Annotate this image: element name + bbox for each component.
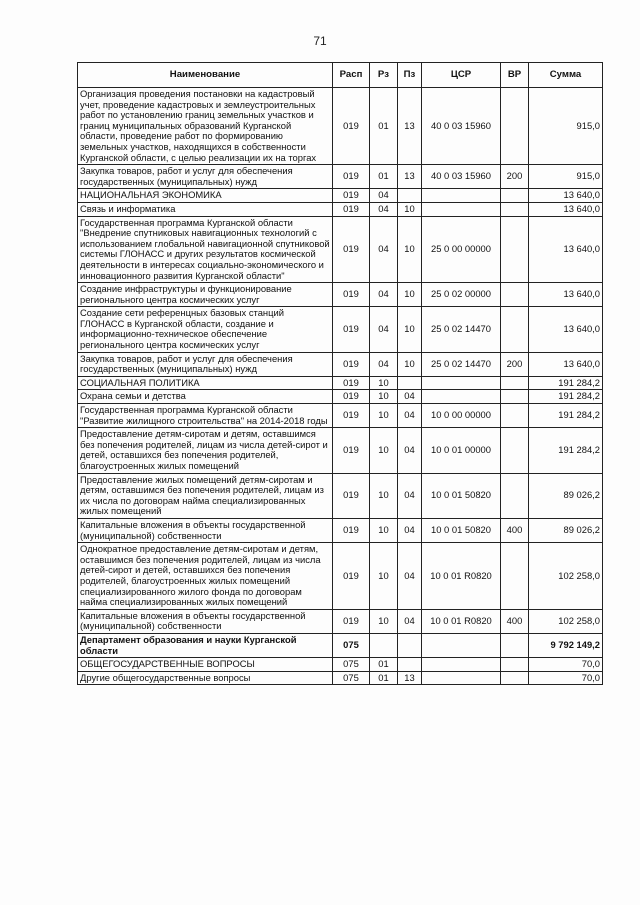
cell-sum: 915,0 xyxy=(529,165,603,189)
cell-rz: 10 xyxy=(370,543,398,610)
table-row xyxy=(78,189,603,203)
cell-pz xyxy=(398,189,422,203)
cell-csr: 25 0 02 00000 xyxy=(422,283,501,307)
cell-sum: 102 258,0 xyxy=(529,543,603,610)
cell-rz: 10 xyxy=(370,404,398,428)
cell-rasp: 019 xyxy=(333,404,370,428)
cell-vr: 200 xyxy=(501,165,529,189)
cell-csr xyxy=(422,633,501,657)
cell-pz xyxy=(398,658,422,672)
budget-table xyxy=(77,62,603,685)
cell-csr: 10 0 00 00000 xyxy=(422,404,501,428)
cell-rz: 04 xyxy=(370,216,398,283)
cell-csr: 40 0 03 15960 xyxy=(422,88,501,165)
cell-pz: 13 xyxy=(398,88,422,165)
cell-sum: 89 026,2 xyxy=(529,518,603,542)
cell-sum: 70,0 xyxy=(529,671,603,685)
table-row xyxy=(78,352,603,376)
cell-vr xyxy=(501,307,529,352)
cell-rz: 10 xyxy=(370,428,398,473)
cell-csr xyxy=(422,189,501,203)
cell-rasp: 019 xyxy=(333,352,370,376)
cell-sum: 191 284,2 xyxy=(529,404,603,428)
table-row xyxy=(78,283,603,307)
cell-rz: 10 xyxy=(370,518,398,542)
cell-name: СОЦИАЛЬНАЯ ПОЛИТИКА xyxy=(78,376,333,390)
cell-rasp: 019 xyxy=(333,376,370,390)
table-row xyxy=(78,473,603,518)
table-row xyxy=(78,633,603,657)
cell-rz: 04 xyxy=(370,202,398,216)
cell-name: НАЦИОНАЛЬНАЯ ЭКОНОМИКА xyxy=(78,189,333,203)
cell-vr xyxy=(501,543,529,610)
header-rz: Рз xyxy=(370,63,398,88)
cell-vr xyxy=(501,428,529,473)
header-csr: ЦСР xyxy=(422,63,501,88)
cell-rz: 01 xyxy=(370,88,398,165)
cell-name: Создание сети референцных базовых станций ГЛОНАСС в Курганской области, создание и информационно-техническое обеспечение регионального центра космических услуг xyxy=(78,307,333,352)
cell-sum: 13 640,0 xyxy=(529,307,603,352)
cell-sum: 191 284,2 xyxy=(529,376,603,390)
cell-rasp: 019 xyxy=(333,390,370,404)
cell-pz: 10 xyxy=(398,307,422,352)
header-sum: Сумма xyxy=(529,63,603,88)
table-body xyxy=(78,88,603,685)
cell-pz: 04 xyxy=(398,428,422,473)
cell-sum: 915,0 xyxy=(529,88,603,165)
header-name: Наименование xyxy=(78,63,333,88)
cell-pz: 04 xyxy=(398,609,422,633)
cell-vr xyxy=(501,189,529,203)
cell-rasp: 019 xyxy=(333,428,370,473)
cell-rasp: 019 xyxy=(333,216,370,283)
header-rasp: Расп xyxy=(333,63,370,88)
cell-rz xyxy=(370,633,398,657)
cell-pz xyxy=(398,633,422,657)
table-row xyxy=(78,165,603,189)
cell-csr xyxy=(422,202,501,216)
cell-rz: 04 xyxy=(370,283,398,307)
cell-name: Закупка товаров, работ и услуг для обеспечения государственных (муниципальных) нужд xyxy=(78,165,333,189)
cell-rasp: 019 xyxy=(333,543,370,610)
page-number: 71 xyxy=(313,34,327,48)
cell-csr xyxy=(422,671,501,685)
cell-rz: 01 xyxy=(370,671,398,685)
cell-rasp: 019 xyxy=(333,609,370,633)
table-row xyxy=(78,390,603,404)
cell-name: Охрана семьи и детства xyxy=(78,390,333,404)
cell-name: Предоставление жилых помещений детям-сиротам и детям, оставшимся без попечения родителей, лицам из их числа по договорам найма специализированных жилых помещений xyxy=(78,473,333,518)
cell-pz: 04 xyxy=(398,390,422,404)
cell-rasp: 019 xyxy=(333,189,370,203)
cell-rz: 01 xyxy=(370,658,398,672)
table-row xyxy=(78,658,603,672)
header-vr: ВР xyxy=(501,63,529,88)
table-row xyxy=(78,202,603,216)
cell-sum: 13 640,0 xyxy=(529,352,603,376)
cell-pz: 10 xyxy=(398,283,422,307)
cell-rz: 10 xyxy=(370,390,398,404)
cell-vr xyxy=(501,390,529,404)
cell-rasp: 075 xyxy=(333,671,370,685)
cell-vr xyxy=(501,202,529,216)
cell-name: Предоставление детям-сиротам и детям, оставшимся без попечения родителей, лицам из числа детей-сирот и детей, оставшихся без попечения родителей, благоустроенных жилых помещений xyxy=(78,428,333,473)
cell-sum: 191 284,2 xyxy=(529,390,603,404)
cell-csr: 40 0 03 15960 xyxy=(422,165,501,189)
cell-rasp: 019 xyxy=(333,88,370,165)
cell-rasp: 019 xyxy=(333,473,370,518)
cell-name: Организация проведения постановки на кадастровый учет, проведение кадастровых и землеустроительных работ по установлению границ земельных участков и границ муниципальных образований Курганской области, проведение работ по формированию земельных участков, находящихся в собственности Курганской области, с целью реализации их на торгах xyxy=(78,88,333,165)
cell-pz: 10 xyxy=(398,216,422,283)
cell-sum: 13 640,0 xyxy=(529,283,603,307)
cell-vr xyxy=(501,671,529,685)
cell-rz: 10 xyxy=(370,376,398,390)
cell-name: Государственная программа Курганской области "Развитие жилищного строительства" на 2014-2018 годы xyxy=(78,404,333,428)
cell-rz: 10 xyxy=(370,609,398,633)
cell-sum: 191 284,2 xyxy=(529,428,603,473)
cell-rz: 04 xyxy=(370,352,398,376)
cell-csr: 25 0 02 14470 xyxy=(422,352,501,376)
cell-rz: 04 xyxy=(370,189,398,203)
cell-csr: 10 0 01 00000 xyxy=(422,428,501,473)
cell-sum: 13 640,0 xyxy=(529,202,603,216)
cell-vr xyxy=(501,88,529,165)
cell-rasp: 075 xyxy=(333,633,370,657)
cell-sum: 102 258,0 xyxy=(529,609,603,633)
cell-rz: 01 xyxy=(370,165,398,189)
cell-name: Капитальные вложения в объекты государственной (муниципальной) собственности xyxy=(78,609,333,633)
cell-vr: 400 xyxy=(501,518,529,542)
cell-name: Создание инфраструктуры и функционирование регионального центра космических услуг xyxy=(78,283,333,307)
table-row xyxy=(78,88,603,165)
cell-sum: 13 640,0 xyxy=(529,189,603,203)
table-header-row xyxy=(78,63,603,88)
table-row xyxy=(78,671,603,685)
cell-vr xyxy=(501,376,529,390)
table-row xyxy=(78,307,603,352)
cell-sum: 9 792 149,2 xyxy=(529,633,603,657)
table-row xyxy=(78,428,603,473)
cell-pz: 13 xyxy=(398,671,422,685)
cell-name: Другие общегосударственные вопросы xyxy=(78,671,333,685)
cell-pz: 04 xyxy=(398,518,422,542)
table-row xyxy=(78,404,603,428)
cell-vr: 400 xyxy=(501,609,529,633)
cell-pz: 10 xyxy=(398,352,422,376)
cell-csr: 10 0 01 R0820 xyxy=(422,609,501,633)
cell-pz: 04 xyxy=(398,473,422,518)
table-row xyxy=(78,216,603,283)
cell-vr xyxy=(501,283,529,307)
cell-name: Департамент образования и науки Курганской области xyxy=(78,633,333,657)
cell-csr: 10 0 01 50820 xyxy=(422,473,501,518)
cell-name: Государственная программа Курганской области "Внедрение спутниковых навигационных технологий с использованием глобальной навигационной спутниковой системы ГЛОНАСС и других результатов космической деятельности в интересах социально-экономического и инновационного развития Курганской области" xyxy=(78,216,333,283)
cell-csr: 25 0 02 14470 xyxy=(422,307,501,352)
cell-sum: 13 640,0 xyxy=(529,216,603,283)
table-row xyxy=(78,609,603,633)
cell-name: Закупка товаров, работ и услуг для обеспечения государственных (муниципальных) нужд xyxy=(78,352,333,376)
cell-pz: 04 xyxy=(398,543,422,610)
table-row xyxy=(78,376,603,390)
cell-csr xyxy=(422,376,501,390)
cell-vr xyxy=(501,216,529,283)
cell-csr: 10 0 01 50820 xyxy=(422,518,501,542)
cell-csr xyxy=(422,658,501,672)
cell-rasp: 019 xyxy=(333,202,370,216)
cell-sum: 70,0 xyxy=(529,658,603,672)
cell-csr: 25 0 00 00000 xyxy=(422,216,501,283)
cell-csr xyxy=(422,390,501,404)
cell-rasp: 019 xyxy=(333,165,370,189)
cell-vr xyxy=(501,658,529,672)
cell-vr xyxy=(501,473,529,518)
cell-vr xyxy=(501,404,529,428)
cell-name: Капитальные вложения в объекты государственной (муниципальной) собственности xyxy=(78,518,333,542)
header-pz: Пз xyxy=(398,63,422,88)
cell-vr: 200 xyxy=(501,352,529,376)
table-row xyxy=(78,518,603,542)
cell-rz: 04 xyxy=(370,307,398,352)
cell-name: ОБЩЕГОСУДАРСТВЕННЫЕ ВОПРОСЫ xyxy=(78,658,333,672)
cell-pz: 10 xyxy=(398,202,422,216)
cell-csr: 10 0 01 R0820 xyxy=(422,543,501,610)
cell-pz: 04 xyxy=(398,404,422,428)
table-row xyxy=(78,543,603,610)
cell-name: Однократное предоставление детям-сиротам и детям, оставшимся без попечения родителей, лицам из числа детей-сирот и детей, оставшихся без попечения родителей, благоустроенных жилых помещений специализированного жилого фонда по договорам найма специализированных жилых помещений xyxy=(78,543,333,610)
cell-rasp: 019 xyxy=(333,518,370,542)
cell-rasp: 019 xyxy=(333,307,370,352)
cell-rz: 10 xyxy=(370,473,398,518)
cell-vr xyxy=(501,633,529,657)
cell-sum: 89 026,2 xyxy=(529,473,603,518)
cell-pz: 13 xyxy=(398,165,422,189)
cell-name: Связь и информатика xyxy=(78,202,333,216)
cell-rasp: 019 xyxy=(333,283,370,307)
cell-rasp: 075 xyxy=(333,658,370,672)
cell-pz xyxy=(398,376,422,390)
